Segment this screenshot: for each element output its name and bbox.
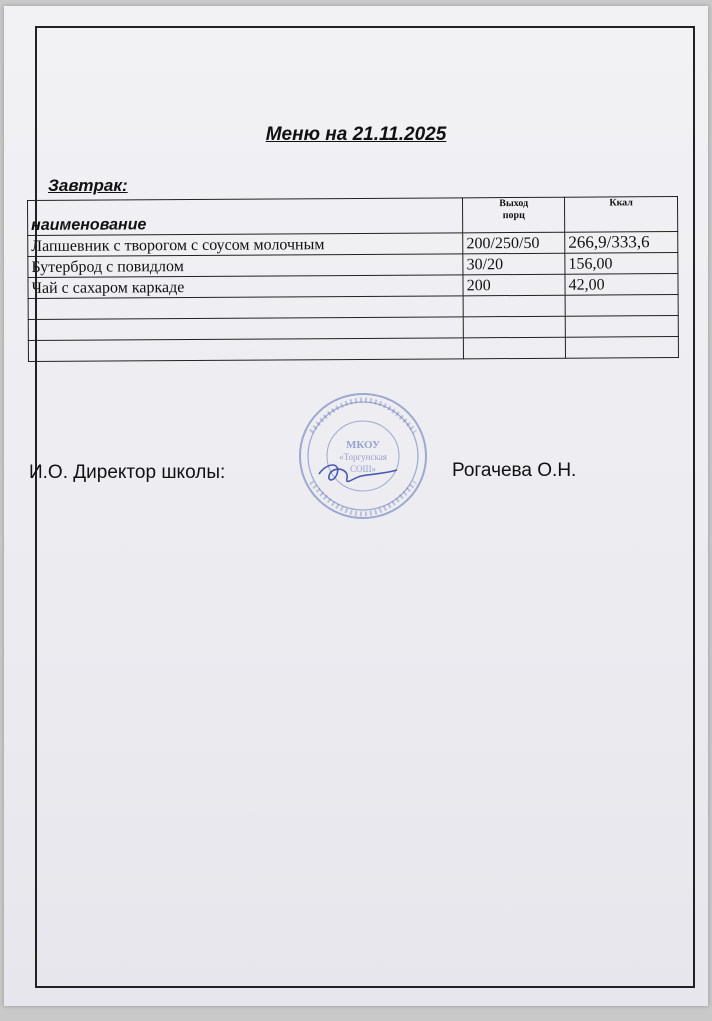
- empty-cell: [565, 295, 678, 317]
- row-name: Лапшевник с творогом с соусом молочным: [28, 233, 463, 257]
- menu-table: [27, 196, 679, 362]
- row-kcal: 42,00: [565, 274, 678, 296]
- meal-heading: Завтрак:: [48, 176, 128, 195]
- empty-cell: [565, 337, 678, 359]
- empty-cell: [28, 338, 463, 362]
- empty-cell: [565, 316, 678, 338]
- director-name: Рогачева О.Н.: [452, 460, 577, 481]
- empty-cell: [28, 296, 463, 320]
- header-portion: [463, 197, 565, 233]
- empty-cell: [463, 295, 565, 317]
- director-label: И.О. Директор школы:: [29, 462, 226, 483]
- header-portion-text: Выход порц: [499, 197, 529, 222]
- empty-cell: [463, 316, 565, 338]
- empty-cell: [28, 317, 463, 341]
- table-header-row: [28, 197, 678, 236]
- row-kcal: 156,00: [565, 253, 678, 275]
- stamp-line-1: МКОУ: [345, 439, 381, 451]
- school-stamp: [297, 392, 431, 522]
- row-portion: 200/250/50: [463, 232, 565, 254]
- row-name: Бутерброд с повидлом: [28, 254, 463, 278]
- menu-title: Меню на 21.11.2025: [265, 124, 447, 145]
- header-name: наименование: [28, 198, 463, 236]
- row-kcal: 266,9/333,6: [565, 232, 678, 254]
- empty-cell: [464, 337, 566, 359]
- stamp-line-3: СОШ»: [349, 464, 377, 474]
- row-portion: 30/20: [463, 253, 565, 275]
- stamp-line-2: «Торгунская: [339, 452, 387, 462]
- row-name: Чай с сахаром каркаде: [28, 275, 463, 299]
- row-portion: 200: [463, 274, 565, 296]
- header-kcal: Ккал: [565, 197, 678, 233]
- empty-row: [28, 337, 678, 362]
